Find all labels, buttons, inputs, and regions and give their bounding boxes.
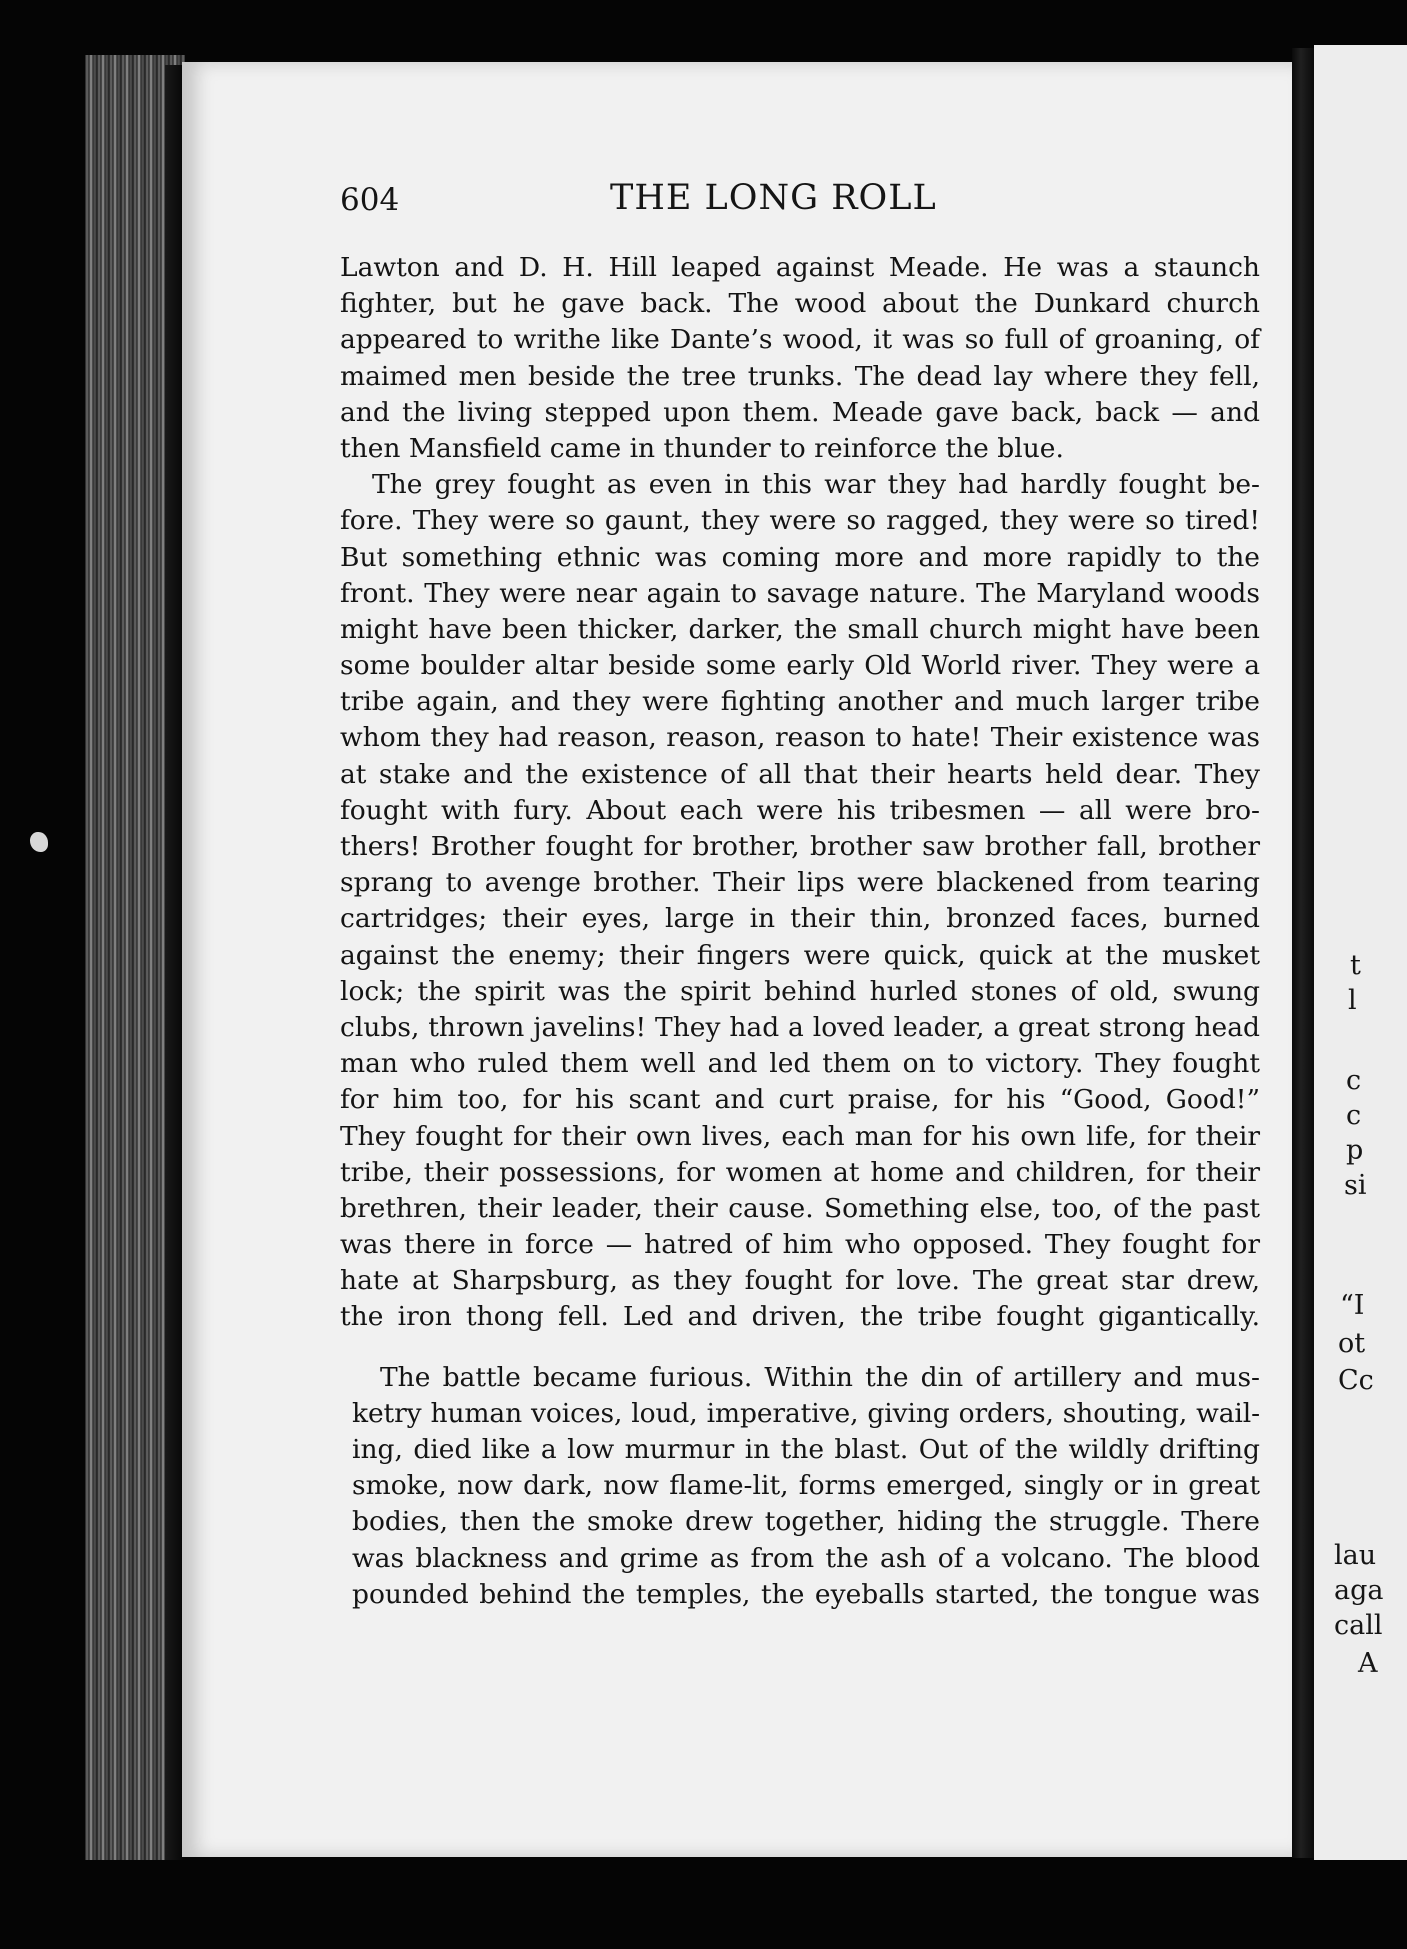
text-line: against the enemy; their fingers were quick, quick at the musket bbox=[340, 939, 1260, 971]
text-line: smoke, now dark, now flame-lit, forms emerged, singly or in great bbox=[352, 1470, 1260, 1502]
text-line: some boulder altar beside some early Old World river. They were a bbox=[340, 650, 1260, 682]
text-line: the iron thong fell. Led and driven, the tribe fought gigantically. bbox=[340, 1301, 1260, 1333]
text-line: pounded behind the temples, the eyeballs started, the tongue was bbox=[352, 1578, 1260, 1610]
text-line: clubs, thrown javelins! They had a loved leader, a great strong head bbox=[340, 1011, 1260, 1043]
facing-page-fragment: c bbox=[1346, 1065, 1362, 1096]
page-fold-shadow bbox=[1292, 48, 1314, 1858]
body-text bbox=[340, 250, 1260, 1613]
text-line: was there in force — hatred of him who opposed. They fought for bbox=[340, 1229, 1260, 1261]
text-line: was blackness and grime as from the ash of a volcano. The blood bbox=[352, 1542, 1260, 1574]
text-line: The grey fought as even in this war they had hardly fought be- bbox=[372, 469, 1260, 501]
text-line: bodies, then the smoke drew together, hiding the struggle. There bbox=[352, 1506, 1260, 1538]
paragraph bbox=[340, 250, 1260, 467]
facing-page-fragment: “I bbox=[1340, 1290, 1365, 1321]
page-number: 604 bbox=[340, 182, 400, 218]
text-line: They fought for their own lives, each man for his own life, for their bbox=[340, 1120, 1260, 1152]
text-line: at stake and the existence of all that their hearts held dear. They bbox=[340, 758, 1260, 790]
text-line: sprang to avenge brother. Their lips were blackened from tearing bbox=[340, 867, 1260, 899]
paragraph bbox=[340, 467, 1260, 1336]
text-line: and the living stepped upon them. Meade gave back, back — and bbox=[340, 396, 1260, 428]
text-line: appeared to writhe like Dante’s wood, it was so full of groaning, of bbox=[340, 324, 1260, 356]
section-break bbox=[340, 1336, 1260, 1360]
text-line: Lawton and D. H. Hill leaped against Meade. He was a staunch bbox=[340, 252, 1260, 283]
text-line: for him too, for his scant and curt praise, for his “Good, Good!” bbox=[340, 1084, 1260, 1116]
text-line: then Mansfield came in thunder to reinforce the blue. bbox=[340, 432, 1064, 464]
text-line: cartridges; their eyes, large in their thin, bronzed faces, burned bbox=[340, 903, 1260, 935]
text-line: The battle became furious. Within the din of artillery and mus- bbox=[380, 1361, 1260, 1393]
page-header bbox=[340, 178, 1260, 228]
facing-page-fragment: t bbox=[1350, 950, 1361, 981]
facing-page-fragment: c bbox=[1346, 1100, 1362, 1131]
running-title: THE LONG ROLL bbox=[610, 178, 937, 218]
text-line: But something ethnic was coming more and more rapidly to the bbox=[340, 541, 1260, 573]
text-line: front. They were near again to savage nature. The Maryland woods bbox=[340, 577, 1260, 609]
facing-page-fragment: Cc bbox=[1338, 1365, 1374, 1396]
facing-page-fragment: aga bbox=[1334, 1575, 1384, 1606]
dust-speck bbox=[30, 832, 48, 852]
text-line: fore. They were so gaunt, they were so ragged, they were so tired! bbox=[340, 505, 1260, 537]
text-line: thers! Brother fought for brother, brother saw brother fall, brother bbox=[340, 831, 1260, 862]
text-line: might have been thicker, darker, the small church might have been bbox=[340, 613, 1260, 645]
text-line: ing, died like a low murmur in the blast. Out of the wildly drifting bbox=[352, 1434, 1260, 1465]
facing-page-fragment: lau bbox=[1334, 1540, 1377, 1571]
text-line: fighter, but he gave back. The wood about the Dunkard church bbox=[340, 288, 1260, 320]
facing-page-edge bbox=[1314, 45, 1407, 1860]
text-line: tribe, their possessions, for women at home and children, for their bbox=[340, 1156, 1260, 1188]
text-line: fought with fury. About each were his tribesmen — all were bro- bbox=[340, 794, 1260, 826]
facing-page-fragment: A bbox=[1358, 1648, 1378, 1679]
text-line: tribe again, and they were fighting another and much larger tribe bbox=[340, 686, 1260, 718]
facing-page-fragment: p bbox=[1346, 1135, 1364, 1166]
text-line: brethren, their leader, their cause. Something else, too, of the past bbox=[340, 1192, 1260, 1224]
text-line: man who ruled them well and led them on to victory. They fought bbox=[340, 1048, 1260, 1080]
text-line: hate at Sharpsburg, as they fought for love. The great star drew, bbox=[340, 1265, 1260, 1297]
text-line: maimed men beside the tree trunks. The dead lay where they fell, bbox=[340, 360, 1260, 392]
paragraph bbox=[340, 1360, 1260, 1613]
text-line: lock; the spirit was the spirit behind hurled stones of old, swung bbox=[340, 975, 1260, 1007]
facing-page-fragment: si bbox=[1344, 1170, 1367, 1201]
text-line: whom they had reason, reason, reason to hate! Their existence was bbox=[340, 722, 1260, 754]
facing-page-fragment: call bbox=[1334, 1610, 1383, 1641]
facing-page-fragment: ot bbox=[1338, 1328, 1366, 1359]
facing-page-fragment: l bbox=[1348, 985, 1357, 1016]
text-line: ketry human voices, loud, imperative, giving orders, shouting, wail- bbox=[352, 1397, 1260, 1429]
